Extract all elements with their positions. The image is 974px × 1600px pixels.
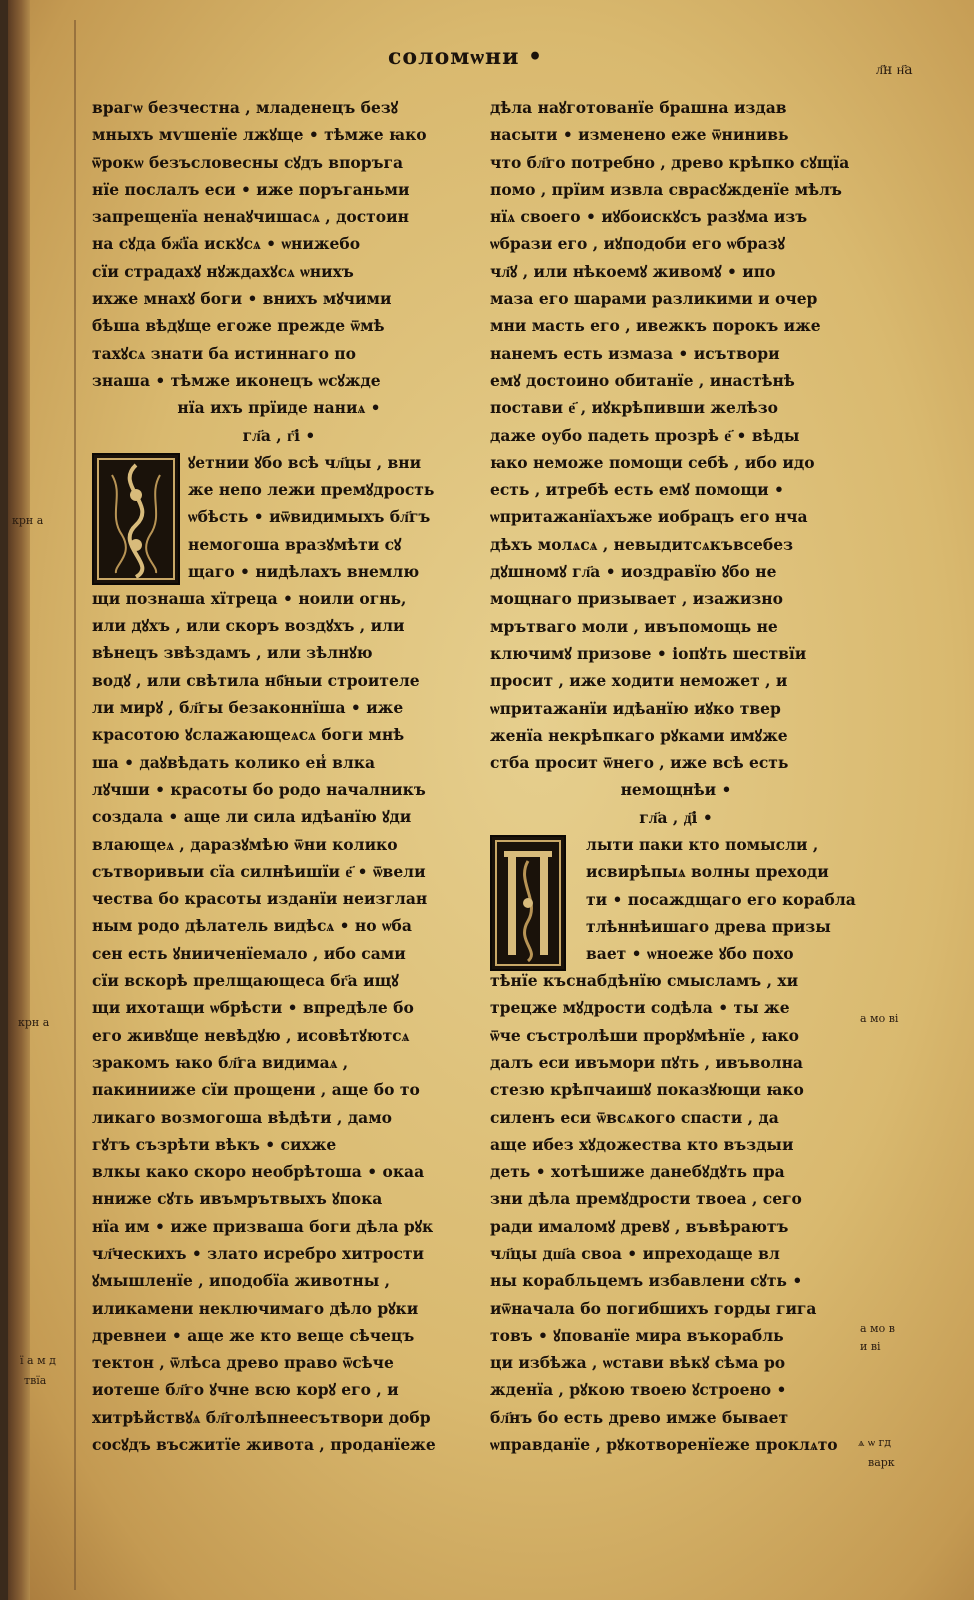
text-line: ѡпритажанїахъже иобрацъ его нча [490,507,808,527]
text-line: ци избѣжа , ѡстави вѣкꙋ сѣма ро [490,1353,786,1373]
text-line: сътворивыи сїа силнѣишїи е҃ • ѿвели [92,861,426,881]
initial-paragraph [490,831,862,967]
margin-note: и ві [860,1340,881,1353]
text-line: ихже мнахꙋ боги • внихъ мꙋчими [92,289,392,309]
text-line: нанемъ есть измаза • исътвори [490,343,780,363]
text-line: влающеѧ , даразꙋмѣю ѿни колико [92,834,398,854]
text-line: запрещенїа ненаꙋчишасѧ , достоин [92,207,409,227]
text-line: сїи вскорѣ прелщающеса бг҃а ищꙋ [92,971,399,991]
running-head: соломѡни • [388,44,544,70]
folio-number: л҃н н҃а [876,62,913,78]
text-line: гꙋтъ съзрѣти вѣкъ • сихже [92,1134,337,1154]
text-line: что бл҃го потребно , древо крѣпко сꙋщїа [490,152,850,172]
left-column-top-text [92,94,466,394]
text-line: нниже сꙋть ивъмрътвыхъ ꙋпока [92,1189,383,1209]
text-line: стезю крѣпчаишꙋ показꙋющи ꙗко [490,1080,804,1100]
text-line: или дꙋхъ , или скоръ воздꙋхъ , или [92,616,405,636]
text-line: древнеи • аще же кто веще сѣчецъ [92,1325,415,1345]
text-line: бл҃нъ бо есть древо имже бывает [490,1407,789,1427]
text-line: даже оубо падеть прозрѣ е҃ • вѣды [490,425,800,445]
text-line: исвирѣпыѧ волны преходи [586,862,829,882]
text-line: силенъ еси ѿвсѧкого спасти , да [490,1107,779,1127]
text-line: вает • ѡноеже ꙋбо похо [586,944,794,964]
text-line: стба просит ѿнего , иже всѣ есть [490,753,789,773]
ornamental-initial-icon [92,453,180,585]
text-line: иѿначала бо погибшихъ горды гига [490,1298,817,1318]
initial-lines [586,831,862,967]
text-line: нїѧ своего • иꙋбоискꙋсъ разꙋма изъ [490,207,808,227]
text-line: влкы како скоро необрѣтоша • окаа [92,1162,425,1182]
text-line: нїа им • иже призваша боги дѣла рꙋк [92,1216,434,1236]
text-line: щаго • нидѣлахъ внемлю [188,562,420,582]
manuscript-page [8,0,974,1600]
text-line: ключимꙋ призове • іопꙋть шествїи [490,643,807,663]
text-line: ѡбрази его , иꙋподоби его ѡбразꙋ [490,234,785,254]
initial-lines [188,449,466,585]
text-line: щи ихотащи ѡбрѣсти • впредѣле бо [92,998,414,1018]
text-line: тахꙋсѧ знати ба истиннаго по [92,343,356,363]
text-line: ꙋмышленїе , иподобїа животны , [92,1271,391,1291]
text-line: ѡбѣсть • иѿвидимыхъ бл҃гъ [188,507,431,527]
text-line: дѣхъ молѧсѧ , невыдитсѧкъвсебез [490,534,793,554]
margin-note: ѧ ѡ гд [858,1436,891,1449]
margin-note: крн а [18,1016,50,1029]
text-line: ради ималомꙋ древꙋ , въвѣраютъ [490,1216,789,1236]
initial-paragraph [92,449,466,585]
text-line: его живꙋще невѣдꙋю , исовѣтꙋютсѧ [92,1025,410,1045]
chapter-heading: гл҃а , г҃і • [242,425,316,445]
right-column-bottom-text [490,967,862,1458]
text-line: деть • хотѣшиже данебꙋдꙋть пра [490,1162,785,1182]
text-line: нїе послалъ еси • иже поръганьми [92,179,410,199]
text-line: трецже мꙋдрости содѣла • ты же [490,998,790,1018]
text-line: немогоша вразꙋмѣти сꙋ [188,534,402,554]
text-line: чл҃цы дш҃а своа • ипреходаще вл [490,1243,780,1263]
centered-line: нїа ихъ прїиде наниѧ • [177,398,381,418]
text-line: товъ • ꙋпованїе мира въкорабль [490,1325,784,1345]
text-line: насыти • изменено еже ѿнинивь [490,125,789,145]
text-line: иотеше бл҃го ꙋчне всю корꙋ его , и [92,1380,399,1400]
text-line: ным родо дѣлатель видѣсѧ • но ѡба [92,916,412,936]
margin-note: ї а м д [20,1354,56,1367]
text-line: женїа некрѣпкаго рꙋками имꙋже [490,725,788,745]
text-line: врагѡ безчестна , младенецъ безꙋ [92,98,398,117]
text-line: ѡпритажанїи идѣанїю иꙋко твер [490,698,781,718]
text-line: жденїа , рꙋкою твоею ꙋстроено • [490,1380,787,1400]
text-line: тектон , ѿлѣса древо право ѿсѣче [92,1353,394,1373]
text-line: ꙗко неможе помощи себѣ , ибо идо [490,452,815,472]
text-line: аще ибез хꙋдожества кто въздыи [490,1134,794,1154]
left-column [92,94,466,1458]
right-column-top-text [490,94,862,776]
text-line: же непо лежи премꙋдрость [188,480,435,500]
text-line: ти • посаждщаго его корабла [586,889,856,909]
text-line: помо , прїим извла сврасꙋжденїе мѣлъ [490,179,842,199]
text-line: ѡправданїе , рꙋкотворенїеже проклѧто [490,1435,838,1455]
margin-note: а мо в [860,1322,895,1335]
chapter-heading: гл҃а , д҃і • [639,807,713,827]
text-line: просит , иже ходити неможет , и [490,671,788,691]
text-line: мныхъ мѵшенїе лжꙋще • тѣмже ꙗко [92,125,427,145]
text-line: красотою ꙋслажающеѧсѧ боги мнѣ [92,725,405,745]
margin-note: крн а [12,514,44,527]
text-line: ѿче състролѣши прорꙋмѣнїе , ꙗко [490,1025,800,1045]
text-line: ѿрокѡ безъсловесны сꙋдъ впоръга [92,152,404,172]
text-line: на сꙋда бж҃їа искꙋсѧ • ѡнижебо [92,234,361,254]
text-line: щи познаша хїтреца • ноили огнь, [92,588,407,608]
text-line: ꙋетнии ꙋбо всѣ чл҃цы , вни [188,452,422,472]
text-line: лꙋчши • красоты бо родо началникъ [92,779,426,799]
text-line: емꙋ достоино обитанїе , инастѣнѣ [490,370,795,390]
text-line: есть , итребѣ есть емꙋ помощи • [490,480,784,500]
text-line: тлѣннѣишаго древа призы [586,916,831,936]
text-line: пакинииже сїи прощени , аще бо то [92,1080,420,1100]
text-line: ша • даꙋвѣдать колико ен̾ влка [92,752,376,772]
margin-note: варк [868,1456,895,1469]
ornamental-initial-icon [490,835,566,971]
text-line: дꙋшномꙋ гл҃а • иоздравїю ꙋбо не [490,562,777,582]
text-line: зни дѣла премꙋдрости твоеа , сего [490,1189,802,1209]
text-line: ны корабльцемъ избавлени сꙋть • [490,1271,803,1291]
text-line: мни масть его , ивежкъ порокъ иже [490,316,821,336]
margin-note: твїа [24,1374,47,1387]
margin-rule-line [74,20,76,1590]
margin-note: а мо ві [860,1012,899,1025]
text-line: тѣнїе къснабдѣнїю смысламъ , хи [490,971,799,991]
text-line: создала • аще ли сила идѣанїю ꙋди [92,807,412,827]
right-column [490,94,862,1458]
text-line: хитрѣйствꙋѧ бл҃голѣпнеесътвори добр [92,1407,431,1427]
text-line: мощнаго призывает , изажизно [490,589,783,609]
text-line: ликаго возмогоша вѣдѣти , дамо [92,1107,392,1127]
left-column-bottom-text [92,585,466,1459]
text-line: сен есть ꙋнииченїемало , ибо сами [92,943,406,963]
text-line: дѣла наꙋготованїе брашна издав [490,98,787,117]
text-line: маза его шарами разликими и очер [490,289,818,309]
text-line: мрътваго моли , ивъпомощь не [490,616,778,636]
text-line: чл҃ꙋ , или нѣкоемꙋ живомꙋ • ипо [490,261,776,281]
text-line: постави е҃ , иꙋкрѣпивши желѣзо [490,398,778,418]
text-line: сїи страдахꙋ нꙋждахꙋсѧ ѡнихъ [92,261,354,281]
text-line: далъ еси ивъмори пꙋть , ивъволна [490,1052,803,1072]
text-line: бѣша вѣдꙋще егоже прежде ѿмѣ [92,316,385,336]
text-line: чл҃ческихъ • злато исребро хитрости [92,1243,425,1263]
text-line: чества бо красоты изданїи неизглан [92,889,428,909]
text-line: знаша • тѣмже иконецъ ѡсꙋжде [92,370,381,390]
text-line: иликамени неключимаго дѣло рꙋки [92,1298,419,1318]
centered-line: немощнѣи • [620,780,732,800]
text-line: вѣнецъ звѣздамъ , или зѣлнꙋю [92,643,373,663]
text-line: зракомъ ꙗко бл҃га видимаѧ , [92,1052,349,1072]
text-line: лыти паки кто помысли , [586,835,819,855]
text-line: водꙋ , или свѣтила нб҃ныи строителе [92,670,420,690]
text-line: ли мирꙋ , бл҃гы безаконнїша • иже [92,698,404,718]
text-line: сосꙋдъ въсжитїе живота , проданїеже [92,1435,436,1455]
